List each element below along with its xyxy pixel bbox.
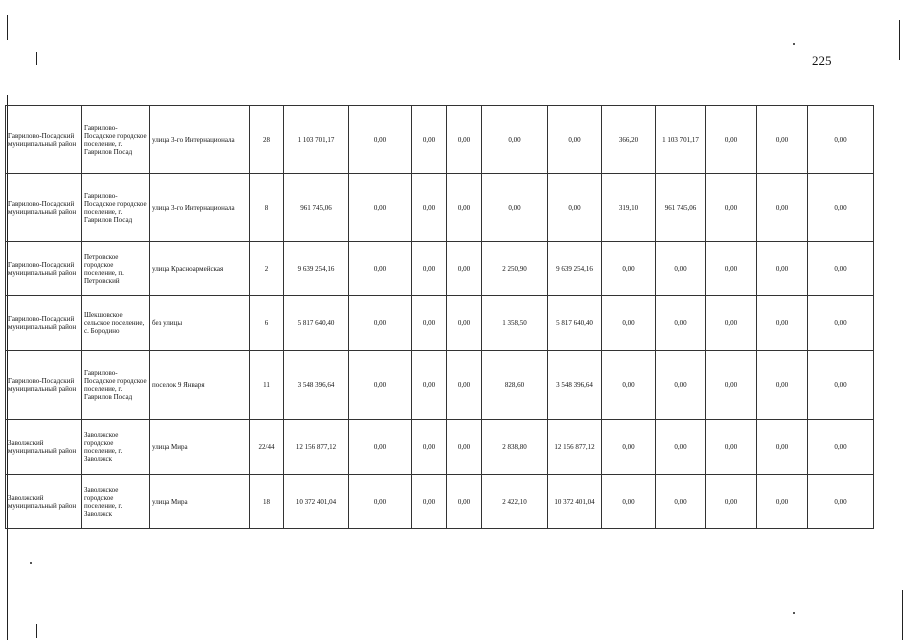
cell-district: Заволжский муниципальный район — [6, 420, 82, 475]
cell-c1: 0,00 — [349, 242, 412, 296]
cell-c3: 0,00 — [447, 106, 482, 174]
cell-c4: 1 358,50 — [482, 296, 548, 351]
scan-speck — [793, 612, 795, 614]
cell-c9: 0,00 — [757, 242, 808, 296]
cell-c2: 0,00 — [412, 296, 447, 351]
cell-c5: 9 639 254,16 — [548, 242, 602, 296]
table-row — [6, 106, 874, 174]
margin-line-top — [7, 15, 8, 40]
cell-c2: 0,00 — [412, 242, 447, 296]
cell-c1: 0,00 — [349, 420, 412, 475]
cell-c10: 0,00 — [808, 351, 874, 420]
cell-total: 3 548 396,64 — [284, 351, 349, 420]
cell-street: поселок 9 Января — [150, 351, 250, 420]
cell-district: Заволжский муниципальный район — [6, 475, 82, 529]
cell-total: 5 817 640,40 — [284, 296, 349, 351]
cell-c3: 0,00 — [447, 174, 482, 242]
cell-c5: 5 817 640,40 — [548, 296, 602, 351]
cell-c7: 0,00 — [656, 420, 706, 475]
cell-c8: 0,00 — [706, 174, 757, 242]
cell-c8: 0,00 — [706, 351, 757, 420]
cell-house: 22/44 — [250, 420, 284, 475]
margin-line-right — [899, 20, 900, 60]
cell-c6: 0,00 — [602, 296, 656, 351]
cell-street: улица Мира — [150, 475, 250, 529]
cell-c9: 0,00 — [757, 174, 808, 242]
cell-c4: 828,60 — [482, 351, 548, 420]
cell-c8: 0,00 — [706, 475, 757, 529]
cell-c4: 2 250,90 — [482, 242, 548, 296]
cell-c4: 0,00 — [482, 174, 548, 242]
cell-c10: 0,00 — [808, 475, 874, 529]
cell-c8: 0,00 — [706, 242, 757, 296]
cell-c2: 0,00 — [412, 420, 447, 475]
table-row — [6, 296, 874, 351]
cell-c5: 0,00 — [548, 106, 602, 174]
cell-street: улица 3-го Интернационала — [150, 106, 250, 174]
cell-c8: 0,00 — [706, 420, 757, 475]
page-number: 225 — [812, 53, 832, 68]
cell-c9: 0,00 — [757, 351, 808, 420]
cell-district: Гаврилово-Посадский муниципальный район — [6, 242, 82, 296]
cell-settlement: Гаврилово-Посадское городское поселение, г. Гаврилов Посад — [82, 351, 150, 420]
cell-street: без улицы — [150, 296, 250, 351]
cell-c9: 0,00 — [757, 106, 808, 174]
table-row — [6, 351, 874, 420]
cell-c6: 0,00 — [602, 475, 656, 529]
cell-settlement: Шекшовское сельское поселение, с. Бородино — [82, 296, 150, 351]
cell-house: 8 — [250, 174, 284, 242]
cell-c6: 366,20 — [602, 106, 656, 174]
cell-c3: 0,00 — [447, 351, 482, 420]
margin-mark — [36, 52, 37, 65]
cell-c1: 0,00 — [349, 106, 412, 174]
cell-house: 18 — [250, 475, 284, 529]
cell-house: 28 — [250, 106, 284, 174]
cell-c9: 0,00 — [757, 420, 808, 475]
cell-settlement: Заволжское городское поселение, г. Заволжск — [82, 420, 150, 475]
cell-district: Гаврилово-Посадский муниципальный район — [6, 106, 82, 174]
cell-district: Гаврилово-Посадский муниципальный район — [6, 351, 82, 420]
cell-c6: 0,00 — [602, 242, 656, 296]
cell-house: 2 — [250, 242, 284, 296]
cell-house: 6 — [250, 296, 284, 351]
cell-c3: 0,00 — [447, 475, 482, 529]
cell-settlement: Петровское городское поселение, п. Петровский — [82, 242, 150, 296]
cell-c1: 0,00 — [349, 351, 412, 420]
table-row — [6, 420, 874, 475]
cell-total: 10 372 401,04 — [284, 475, 349, 529]
cell-c1: 0,00 — [349, 174, 412, 242]
cell-c10: 0,00 — [808, 296, 874, 351]
scan-speck — [793, 43, 795, 45]
cell-c3: 0,00 — [447, 420, 482, 475]
cell-c10: 0,00 — [808, 106, 874, 174]
data-table-wrapper — [5, 105, 874, 529]
cell-c9: 0,00 — [757, 475, 808, 529]
cell-c2: 0,00 — [412, 106, 447, 174]
cell-c5: 10 372 401,04 — [548, 475, 602, 529]
scan-speck — [30, 562, 32, 564]
cell-c7: 1 103 701,17 — [656, 106, 706, 174]
cell-settlement: Гаврилово-Посадское городское поселение, г. Гаврилов Посад — [82, 174, 150, 242]
cell-c6: 0,00 — [602, 351, 656, 420]
cell-c4: 2 422,10 — [482, 475, 548, 529]
cell-c10: 0,00 — [808, 174, 874, 242]
cell-district: Гаврилово-Посадский муниципальный район — [6, 174, 82, 242]
cell-c7: 0,00 — [656, 351, 706, 420]
cell-c1: 0,00 — [349, 475, 412, 529]
cell-c4: 0,00 — [482, 106, 548, 174]
cell-c7: 0,00 — [656, 475, 706, 529]
housing-table — [5, 105, 874, 529]
cell-c10: 0,00 — [808, 242, 874, 296]
cell-total: 1 103 701,17 — [284, 106, 349, 174]
cell-c2: 0,00 — [412, 351, 447, 420]
cell-c6: 319,10 — [602, 174, 656, 242]
cell-c6: 0,00 — [602, 420, 656, 475]
cell-c3: 0,00 — [447, 296, 482, 351]
cell-c5: 3 548 396,64 — [548, 351, 602, 420]
cell-c7: 961 745,06 — [656, 174, 706, 242]
cell-c4: 2 838,80 — [482, 420, 548, 475]
cell-house: 11 — [250, 351, 284, 420]
cell-settlement: Гаврилово-Посадское городское поселение, г. Гаврилов Посад — [82, 106, 150, 174]
cell-c2: 0,00 — [412, 174, 447, 242]
cell-c5: 0,00 — [548, 174, 602, 242]
table-row — [6, 475, 874, 529]
cell-total: 9 639 254,16 — [284, 242, 349, 296]
cell-c8: 0,00 — [706, 296, 757, 351]
margin-line-right-lower — [902, 590, 903, 640]
cell-c1: 0,00 — [349, 296, 412, 351]
table-row — [6, 242, 874, 296]
margin-mark-bottom — [36, 624, 37, 638]
cell-settlement: Заволжское городское поселение, г. Заволжск — [82, 475, 150, 529]
cell-street: улица Мира — [150, 420, 250, 475]
cell-street: улица 3-го Интернационала — [150, 174, 250, 242]
cell-c8: 0,00 — [706, 106, 757, 174]
cell-total: 961 745,06 — [284, 174, 349, 242]
cell-street: улица Красноармейская — [150, 242, 250, 296]
cell-c5: 12 156 877,12 — [548, 420, 602, 475]
cell-c2: 0,00 — [412, 475, 447, 529]
table-row — [6, 174, 874, 242]
cell-c7: 0,00 — [656, 296, 706, 351]
cell-district: Гаврилово-Посадский муниципальный район — [6, 296, 82, 351]
cell-c9: 0,00 — [757, 296, 808, 351]
cell-c7: 0,00 — [656, 242, 706, 296]
cell-total: 12 156 877,12 — [284, 420, 349, 475]
cell-c10: 0,00 — [808, 420, 874, 475]
cell-c3: 0,00 — [447, 242, 482, 296]
